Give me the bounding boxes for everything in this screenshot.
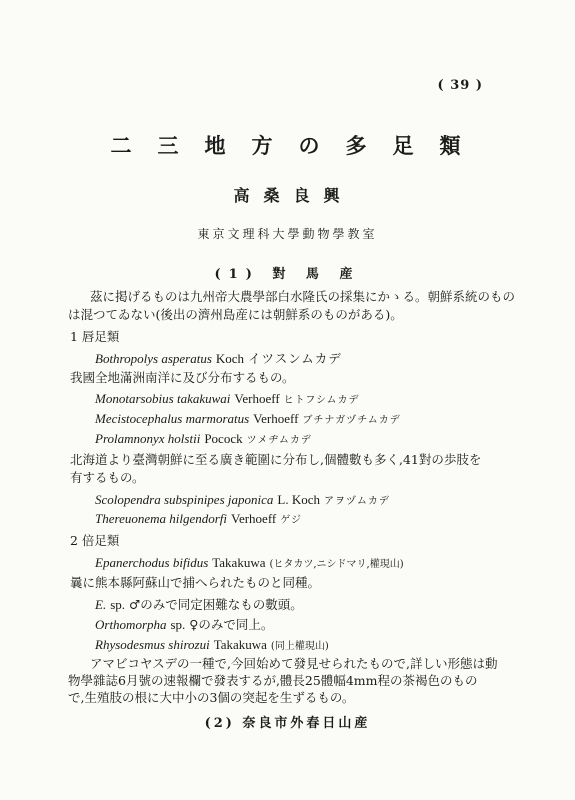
species-latin: Monotarsobius takakuwai xyxy=(95,391,231,406)
species-author: Takakuwa xyxy=(213,637,267,652)
species-entry xyxy=(95,350,342,368)
distribution-note: 我國全地滿洲南洋に及び分布するもの。 xyxy=(70,370,295,385)
species-latin: Mecistocephalus marmoratus xyxy=(95,411,250,426)
species-author: Pocock xyxy=(204,431,243,446)
section-heading-nara: (2) 奈良市外春日山産 xyxy=(204,716,371,731)
description-line-3: で,生殖肢の根に大中小の3個の突起を生ずるもの。 xyxy=(68,690,355,705)
species-latin: Rhysodesmus shirozui xyxy=(95,637,210,652)
species-note: ♂のみで同定困難なもの數頭。 xyxy=(128,597,303,612)
species-japanese: ヒトフシムカデ xyxy=(283,395,360,406)
locality-note: (同上權現山) xyxy=(270,641,329,652)
species-entry xyxy=(95,636,329,656)
distribution-note-line-1: 北海道より臺灣朝鮮に至る廣き範圍に分布し,個體數も多く,41對の歩肢を xyxy=(70,452,482,467)
distribution-note: 曩に熊本縣阿蘇山で捕へられたものと同種。 xyxy=(70,575,321,590)
species-author: Verhoeff xyxy=(253,411,299,426)
species-entry xyxy=(95,430,312,450)
species-japanese: ブチナガヅチムカデ xyxy=(302,415,401,426)
species-entry xyxy=(95,491,390,511)
species-entry xyxy=(95,616,273,634)
species-author: Takakuwa xyxy=(212,555,266,570)
species-latin: E. xyxy=(95,597,107,612)
species-rank: sp. xyxy=(110,597,125,612)
article-title: 二三地方の多足類 xyxy=(110,133,487,158)
species-author: L. Koch xyxy=(277,492,320,507)
species-latin: Scolopendra subspinipes japonica xyxy=(95,492,274,507)
species-latin: Epanerchodus bifidus xyxy=(95,555,209,570)
description-line-1: アマビコヤスデの一種で,今回始めて發見せられたもので,詳しい形態は動 xyxy=(90,656,498,671)
species-entry xyxy=(95,510,302,530)
intro-line-1: 茲に掲げるものは九州帝大農學部白水隆氏の採集にかゝる。朝鮮系統のもの xyxy=(90,289,516,304)
species-japanese: ツメヂムカデ xyxy=(246,435,312,446)
page-number: ( 39 ) xyxy=(437,78,483,93)
author-name: 高桑良興 xyxy=(233,186,354,205)
species-author: Verhoeff xyxy=(231,511,277,526)
species-entry xyxy=(95,596,303,614)
section-heading-tsushima: (1) 對 馬 産 xyxy=(214,267,361,282)
species-rank: sp. xyxy=(170,617,186,632)
species-latin: Orthomorpha xyxy=(95,617,167,632)
group-label-chilopoda: 1 唇足類 xyxy=(70,329,120,344)
species-entry xyxy=(95,554,404,574)
species-entry xyxy=(95,390,360,410)
species-japanese: ゲジ xyxy=(280,515,303,526)
species-latin: Thereuonema hilgendorfi xyxy=(95,511,228,526)
species-latin: Prolamnonyx holstii xyxy=(95,431,201,446)
species-latin: Bothropolys asperatus xyxy=(95,351,212,366)
species-japanese: イツスンムカデ xyxy=(248,351,342,366)
locality-note: (ヒタカツ,ニシドマリ,權現山) xyxy=(269,559,404,570)
affiliation: 東京文理科大學動物學教室 xyxy=(197,227,378,241)
species-note: ♀のみで同上。 xyxy=(189,617,274,632)
species-entry xyxy=(95,410,401,430)
intro-line-2: は混つてゐない(後出の濟州島産には朝鮮系のものがある)。 xyxy=(68,307,403,322)
description-line-2: 物學雜誌6月號の速報欄で發表するが,體長25體幅4mm程の茶褐色のもの xyxy=(68,673,478,688)
species-author: Koch xyxy=(215,351,245,366)
species-japanese: アヲヅムカデ xyxy=(323,496,390,507)
species-author: Verhoeff xyxy=(234,391,280,406)
group-label-diplopoda: 2 倍足類 xyxy=(70,533,120,548)
distribution-note-line-2: 有するもの。 xyxy=(70,470,145,485)
